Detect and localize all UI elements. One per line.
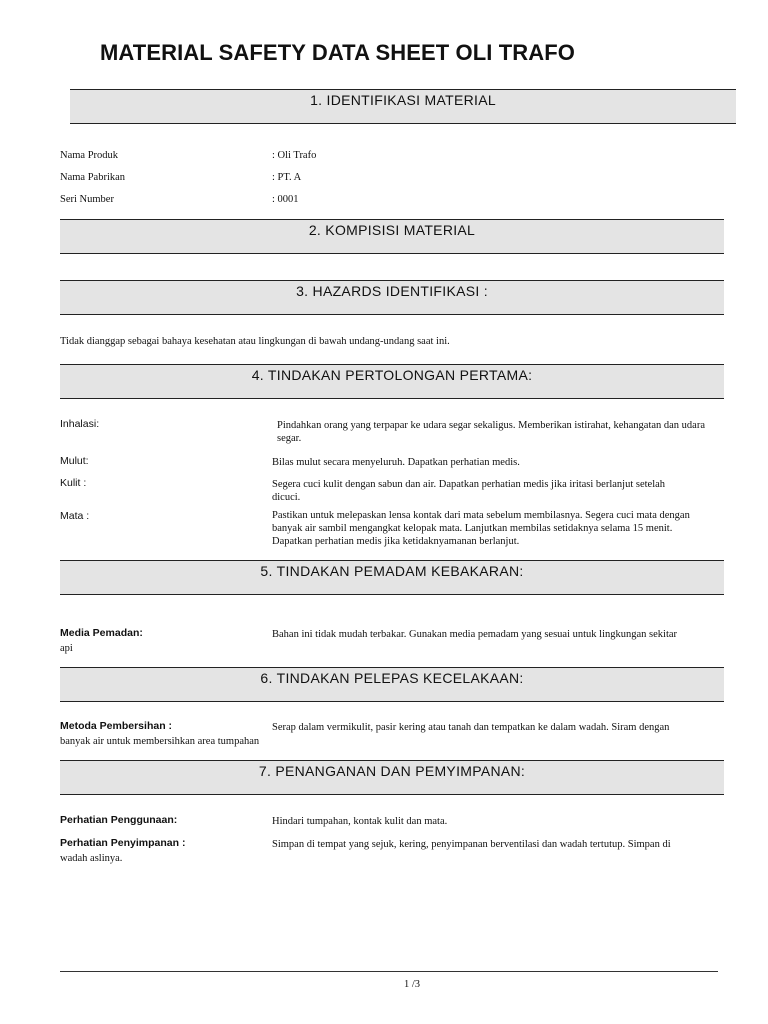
inhalation-text: Pindahkan orang yang terpapar ke udara segar sekaligus. Memberikan istirahat, kehangatan dan udara segar. xyxy=(277,420,706,444)
fire-media-text: Bahan ini tidak mudah terbakar. Gunakan media pemadam yang sesuai untuk lingkungan sekitar xyxy=(272,629,678,640)
footer-divider xyxy=(60,971,718,972)
storage-precaution-label: Perhatian Penyimpanan : xyxy=(60,837,186,849)
page-number: 1 /3 xyxy=(404,979,421,990)
eyes-text: Pastikan untuk melepaskan lensa kontak dari mata sebelum membilasnya. Segera cuci mata dengan banyak air sambil mengangkat kelopak mata. Lanjutkan membilas setidaknya selama 15 menit. Dapatkan perhatian medis jika ketidaknyamanan berlanjut. xyxy=(272,510,690,547)
section-title: 2. KOMPISISI MATERIAL xyxy=(308,222,476,238)
document-title: MATERIAL SAFETY DATA SHEET OLI TRAFO xyxy=(100,40,575,65)
inhalation-label: Inhalasi: xyxy=(60,418,100,430)
cleanup-method-continuation: banyak air untuk membersihkan area tumpahan xyxy=(60,736,260,747)
usage-precaution-text: Hindari tumpahan, kontak kulit dan mata. xyxy=(272,816,448,827)
section-title: 7. PENANGANAN DAN PEMYIMPANAN: xyxy=(258,763,526,779)
manufacturer-label: Nama Pabrikan xyxy=(60,172,126,183)
section-header-hazards xyxy=(60,280,724,315)
product-name-label: Nama Produk xyxy=(60,150,119,161)
section-header-composition xyxy=(60,219,724,254)
product-name-value: : Oli Trafo xyxy=(272,150,317,161)
cleanup-method-text: Serap dalam vermikulit, pasir kering atau tanah dan tempatkan ke dalam wadah. Siram dengan xyxy=(272,722,670,733)
mouth-text: Bilas mulut secara menyeluruh. Dapatkan perhatian medis. xyxy=(272,457,520,468)
eyes-label: Mata : xyxy=(60,510,90,522)
fire-media-label: Media Pemadan: xyxy=(60,627,143,639)
storage-precaution-text: Simpan di tempat yang sejuk, kering, penyimpanan berventilasi dan wadah tertutup. Simpan di xyxy=(272,839,671,850)
mouth-label: Mulut: xyxy=(60,455,89,467)
section-header-first-aid xyxy=(60,364,724,399)
hazards-text: Tidak dianggap sebagai bahaya kesehatan atau lingkungan di bawah undang-undang saat ini. xyxy=(60,336,450,347)
section-title: 6. TINDAKAN PELEPAS KECELAKAAN: xyxy=(260,670,524,686)
section-title: 4. TINDAKAN PERTOLONGAN PERTAMA: xyxy=(251,367,533,383)
manufacturer-value: : PT. A xyxy=(272,172,302,183)
section-title: 5. TINDAKAN PEMADAM KEBAKARAN: xyxy=(260,563,524,579)
section-header-accidental-release xyxy=(60,667,724,702)
skin-text: Segera cuci kulit dengan sabun dan air. Dapatkan perhatian medis jika iritasi berlanjut setelah dicuci. xyxy=(272,479,666,503)
storage-precaution-continuation: wadah aslinya. xyxy=(60,853,123,864)
section-header-handling-storage xyxy=(60,760,724,795)
skin-label: Kulit : xyxy=(60,477,87,489)
section-title: 1. IDENTIFIKASI MATERIAL xyxy=(310,92,496,108)
usage-precaution-label: Perhatian Penggunaan: xyxy=(60,814,178,826)
section-title: 3. HAZARDS IDENTIFIKASI : xyxy=(296,283,488,299)
fire-media-continuation: api xyxy=(60,643,73,654)
cleanup-method-label: Metoda Pembersihan : xyxy=(60,720,173,732)
section-header-identification xyxy=(70,89,736,124)
serial-number-value: : 0001 xyxy=(272,194,299,205)
serial-number-label: Seri Number xyxy=(60,194,114,205)
section-header-firefighting xyxy=(60,560,724,595)
